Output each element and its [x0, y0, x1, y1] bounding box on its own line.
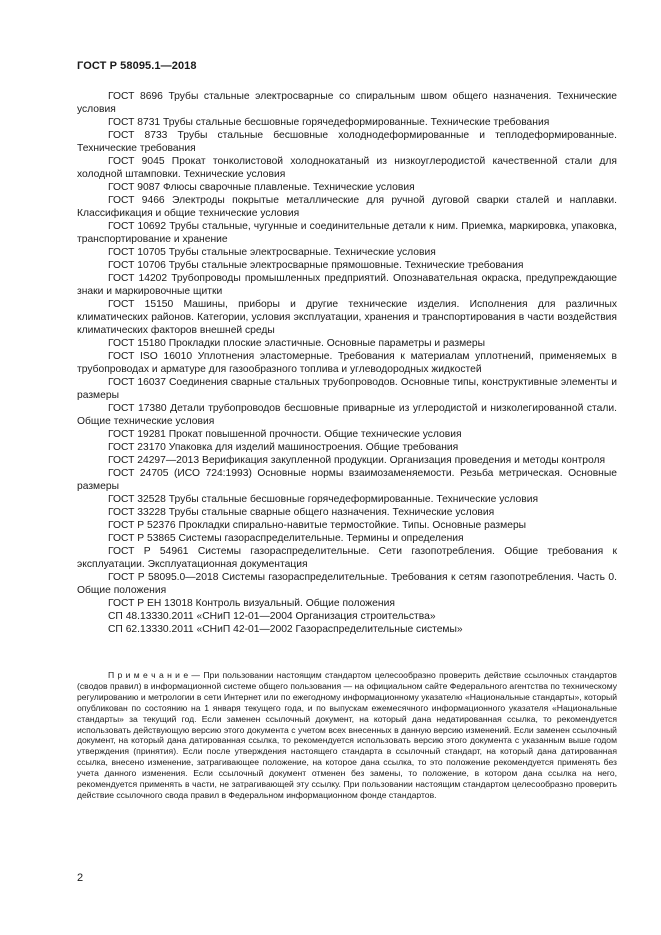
- reference-item: ГОСТ 24297—2013 Верификация закупленной продукции. Организация проведения и методы контроля: [108, 455, 606, 466]
- reference-item: ГОСТ Р 58095.0—2018 Системы газораспределительные. Требования к сетям газопотребления. Часть 0. Общие положения: [77, 572, 617, 596]
- reference-item: ГОСТ 23170 Упаковка для изделий машиностроения. Общие требования: [108, 442, 459, 453]
- reference-item: ГОСТ 10706 Трубы стальные электросварные прямошовные. Технические требования: [108, 260, 524, 271]
- reference-item: ГОСТ Р 54961 Системы газораспределительные. Сети газопотребления. Общие требования к эксплуатации. Эксплуатационная документация: [77, 546, 617, 570]
- reference-item: ГОСТ 14202 Трубопроводы промышленных предприятий. Опознавательная окраска, предупреждающие знаки и маркировочные щитки: [77, 273, 617, 297]
- page-number: 2: [77, 872, 84, 884]
- reference-item: ГОСТ Р 52376 Прокладки спирально-навитые термостойкие. Типы. Основные размеры: [108, 520, 527, 531]
- reference-item: ГОСТ 17380 Детали трубопроводов бесшовные приварные из углеродистой и низколегированной стали. Общие технические условия: [77, 403, 617, 427]
- reference-item: ГОСТ 10692 Трубы стальные, чугунные и соединительные детали к ним. Приемка, маркировка, упаковка, транспортирование и хранение: [77, 221, 617, 245]
- reference-item: ГОСТ 8733 Трубы стальные бесшовные холоднодеформированные и теплодеформированные. Технические требования: [77, 130, 617, 154]
- reference-item: ГОСТ 9045 Прокат тонколистовой холоднокатаный из низкоуглеродистой качественной стали для холодной штамповки. Технические условия: [77, 156, 617, 180]
- note-paragraph: [77, 670, 617, 801]
- reference-item: ГОСТ 8696 Трубы стальные электросварные со спиральным швом общего назначения. Технические условия: [77, 91, 617, 115]
- reference-item: ГОСТ 33228 Трубы стальные сварные общего назначения. Технические условия: [108, 507, 495, 518]
- document-header: ГОСТ Р 58095.1—2018: [77, 60, 197, 72]
- reference-item: ГОСТ ISO 16010 Уплотнения эластомерные. Требования к материалам уплотнений, применяемых в трубопроводах и арматуре для газообразного топлива и углеводородных жидкостей: [77, 351, 617, 375]
- reference-item: ГОСТ 10705 Трубы стальные электросварные. Технические условия: [108, 247, 436, 258]
- reference-item: ГОСТ 9466 Электроды покрытые металлические для ручной дуговой сварки сталей и наплавки. Классификация и общие технические условия: [77, 195, 617, 219]
- reference-item: ГОСТ 19281 Прокат повышенной прочности. Общие технические условия: [108, 429, 462, 440]
- reference-item: ГОСТ Р 53865 Системы газораспределительные. Термины и определения: [108, 533, 464, 544]
- reference-item: СП 62.13330.2011 «СНиП 42-01—2002 Газораспределительные системы»: [108, 624, 463, 635]
- reference-item: ГОСТ 24705 (ИСО 724:1993) Основные нормы взаимозаменяемости. Резьба метрическая. Основные размеры: [77, 468, 617, 492]
- reference-item: СП 48.13330.2011 «СНиП 12-01—2004 Организация строительства»: [108, 611, 436, 622]
- reference-item: ГОСТ 16037 Соединения сварные стальных трубопроводов. Основные типы, конструктивные элементы и размеры: [77, 377, 617, 401]
- note-text: — При пользовании настоящим стандартом целесообразно проверить действие ссылочных стандартов (сводов правил) в информационной системе общего пользования — на официальном сайте Федерального агентства по техническому регулированию и метрологии в сети Интернет или по ежегодному информационному указателю «Национальные стандарты», который опубликован по состоянию на 1 января текущего года, и по выпускам ежемесячного информационного указателя «Национальные стандарты» за текущий год. Если заменен ссылочный документ, на который дана недатированная ссылка, то рекомендуется использовать действующую версию этого документа с учетом всех внесенных в данную версию изменений. Если заменен ссылочный документ, на который дана датированная ссылка, то рекомендуется использовать версию этого документа с указанным выше годом утверждения (принятия). Если после утверждения настоящего стандарта в ссылочный стандарт, на который дана датированная ссылка, внесено изменение, затрагивающее положение, на которое дана ссылка, то это положение рекомендуется применять без учета данного изменения. Если ссылочный документ отменен без замены, то положение, в котором дана ссылка на него, рекомендуется применять в части, не затрагивающей эту ссылку. При пользовании настоящим стандартом целесообразно проверить действие ссылочного свода правил в Федеральном информационном фонде стандартов.: [77, 670, 617, 800]
- reference-item: ГОСТ 15150 Машины, приборы и другие технические изделия. Исполнения для различных климатических районов. Категории, условия эксплуатации, хранения и транспортирования в части воздействия климатических факторов внешней среды: [77, 299, 617, 336]
- reference-item: ГОСТ 15180 Прокладки плоские эластичные. Основные параметры и размеры: [108, 338, 486, 349]
- normative-references-list: [77, 90, 617, 636]
- reference-item: ГОСТ Р ЕН 13018 Контроль визуальный. Общие положения: [108, 598, 395, 609]
- reference-item: ГОСТ 9087 Флюсы сварочные плавленые. Технические условия: [108, 182, 415, 193]
- reference-item: ГОСТ 8731 Трубы стальные бесшовные горячедеформированные. Технические требования: [108, 117, 550, 128]
- reference-item: ГОСТ 32528 Трубы стальные бесшовные горячедеформированные. Технические условия: [108, 494, 539, 505]
- note-label: П р и м е ч а н и е: [108, 670, 189, 680]
